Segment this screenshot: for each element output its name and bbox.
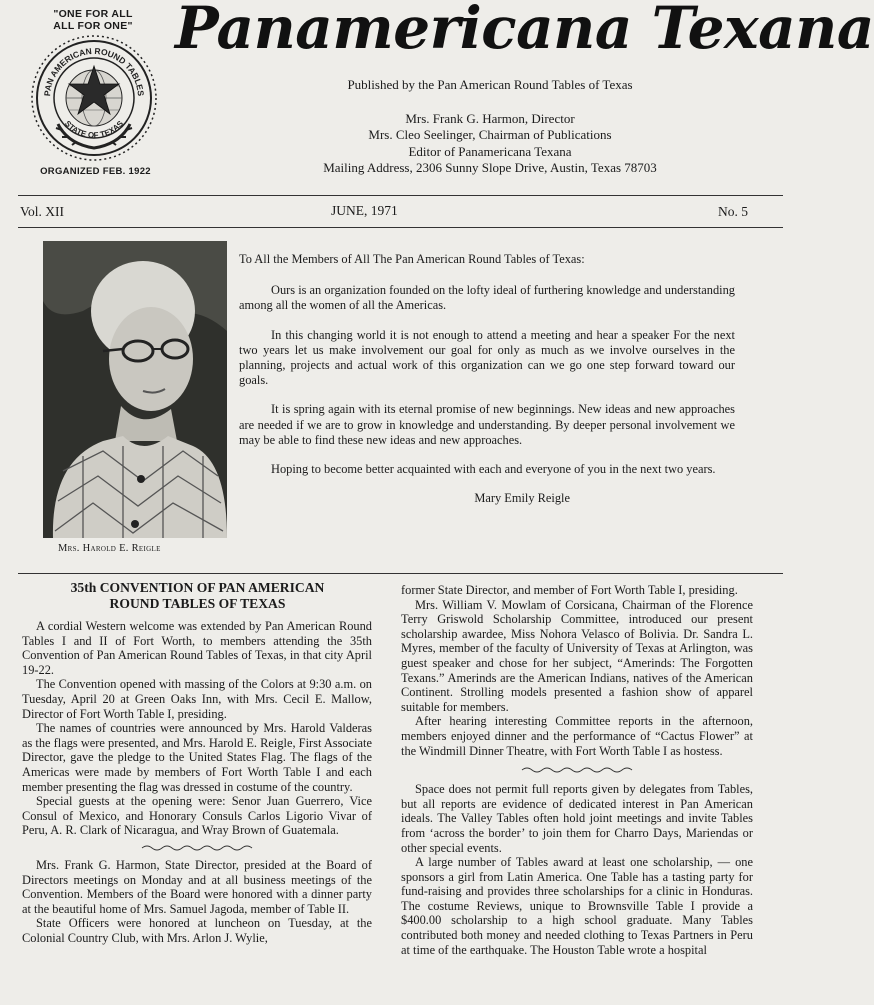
article-paragraph: A large number of Tables award at least one scholarship, — one sponsors a girl from Latin America. One Table has a tasting party for fund-raising and provides three scholarships for a clinic in Honduras. The costume Reviews, unique to Brownsville Table I provide a $400.00 scholarship to a high school graduate. Many Tables contributed both money and needed clothing to Texas Partners in Peru at time of the earthquake. The Houston Table wrote a hospital xyxy=(401,855,753,957)
director-letter xyxy=(239,252,735,520)
article-column-left xyxy=(22,619,372,945)
convention-title-line2: ROUND TABLES OF TEXAS xyxy=(109,596,286,611)
masthead-title: Panamericana Texana xyxy=(175,0,874,62)
letter-paragraph: It is spring again with its eternal promise of new beginnings. New ideas and new approaches are needed if we are to grow in knowledge and understanding. By deeper personal involvement we may be able to find these new ideas and new approaches. xyxy=(239,402,735,447)
photo-caption: Mrs. Harold E. Reigle xyxy=(58,543,161,554)
letter-paragraph: Ours is an organization founded on the lofty ideal of furthering knowledge and understanding among all the women of all the Americas. xyxy=(239,283,735,313)
letter-salutation: To All the Members of All The Pan American Round Tables of Texas: xyxy=(239,252,585,266)
top-rule xyxy=(18,195,783,196)
article-paragraph: State Officers were honored at luncheon on Tuesday, at the Colonial Country Club, with Mrs. Arlon J. Wylie, xyxy=(22,916,372,945)
article-paragraph: The names of countries were announced by Mrs. Harold Valderas as the flags were presented, and Mrs. Harold E. Reigle, First Associate Director, gave the pledge to the United States Flag. The flags of the Americas were made by members of Fort Worth Table I and each member presenting the flag was dressed in costume of the country. xyxy=(22,721,372,794)
editor-line: Editor of Panamericana Texana xyxy=(408,144,572,159)
portrait-photo xyxy=(43,241,227,538)
volume-label: Vol. XII xyxy=(20,204,65,219)
issue-rule xyxy=(18,227,783,228)
seal-motto xyxy=(28,8,158,32)
article-paragraph: Space does not permit full reports given by delegates from Tables, but all reports are evidence of dedicated interest in Pan American ideals. The Valley Tables often hold joint meetings and invite Tables from ‘across the border’ to join them for Charro Days, Mariendas or other special events. xyxy=(401,782,753,855)
director-line: Mrs. Frank G. Harmon, Director xyxy=(405,111,575,126)
convention-title-line1: 35th CONVENTION OF PAN AMERICAN xyxy=(70,580,325,595)
seal-emblem xyxy=(28,32,160,164)
published-by: Published by the Pan American Round Tables of Texas xyxy=(347,77,633,92)
article-paragraph: Mrs. Frank G. Harmon, State Director, presided at the Board of Directors meetings on Monday and at all business meetings of the Convention. Members of the Board were honored with a dinner party at the beautiful home of Mrs. Samuel Jagoda, member of Table II. xyxy=(22,857,372,916)
article-paragraph: Special guests at the opening were: Senor Juan Guerrero, Vice Consul of Mexico, and Honorary Consuls Carlos Ligorio Vivar of Peru, A. R. Clark of Nicaragua, and Wray Brown of Guatemala. xyxy=(22,794,372,838)
mailing-address: Mailing Address, 2306 Sunny Slope Drive, Austin, Texas 78703 xyxy=(323,160,657,175)
letter-paragraph: Hoping to become better acquainted with each and everyone of you in the next two years. xyxy=(271,462,716,477)
seal-ring-top: PAN AMERICAN ROUND TABLES xyxy=(41,45,147,97)
seal-organized: ORGANIZED FEB. 1922 xyxy=(40,166,151,177)
article-paragraph: former State Director, and member of Fort Worth Table I, presiding. xyxy=(401,583,738,597)
publications-chair-line: Mrs. Cleo Seelinger, Chairman of Publications xyxy=(368,127,612,142)
section-rule xyxy=(18,573,783,574)
article-paragraph: The Convention opened with massing of the Colors at 9:30 a.m. on Tuesday, April 20 at Green Oaks Inn, with Mrs. Cecil E. Mallow, Director of Fort Worth Table I, presiding. xyxy=(22,677,372,721)
section-divider-ornament xyxy=(522,764,632,776)
article-paragraph: Mrs. William V. Mowlam of Corsicana, Chairman of the Florence Terry Griswold Scholarship Committee, introduced our present scholarship awardee, Miss Nohora Velasco of Bolivia. Dr. Sandra L. Myres, member of the faculty of University of Texas at Arlington, was guest speaker and chose for her subject, “Amerinds: The Forgotten Texans.” Amerinds are the American Indians, natives of the American Continent. Strolling models presented a fashion show of apparel suitable for members. xyxy=(401,597,753,714)
seal-motto-line1: "ONE FOR ALL xyxy=(53,8,133,20)
seal-ring-bottom: STATE OF TEXAS xyxy=(62,119,126,140)
seal-motto-line2: ALL FOR ONE" xyxy=(53,20,133,32)
article-column-right xyxy=(401,583,753,957)
letter-paragraph: In this changing world it is not enough to attend a meeting and hear a speaker For the next two years let us make involvement our goal for only as much as we involve ourselves in the planning, projects and actual work of this organization can we go one step forward toward our goals. xyxy=(239,327,735,388)
section-divider-ornament xyxy=(142,844,252,852)
article-paragraph: A cordial Western welcome was extended by Pan American Round Tables I and II of Fort Worth, to members attending the 35th Convention of Pan American Round Tables of Texas, in that city April 19-22. xyxy=(22,619,372,677)
issue-number: No. 5 xyxy=(718,204,748,219)
issue-date: JUNE, 1971 xyxy=(331,203,398,218)
convention-title xyxy=(30,580,365,612)
letter-signature: Mary Emily Reigle xyxy=(474,491,570,506)
article-paragraph: After hearing interesting Committee reports in the afternoon, members enjoyed dinner and the performance of “Cactus Flower” at the Windmill Dinner Theatre, with Fort Worth Table I as hostess. xyxy=(401,714,753,758)
